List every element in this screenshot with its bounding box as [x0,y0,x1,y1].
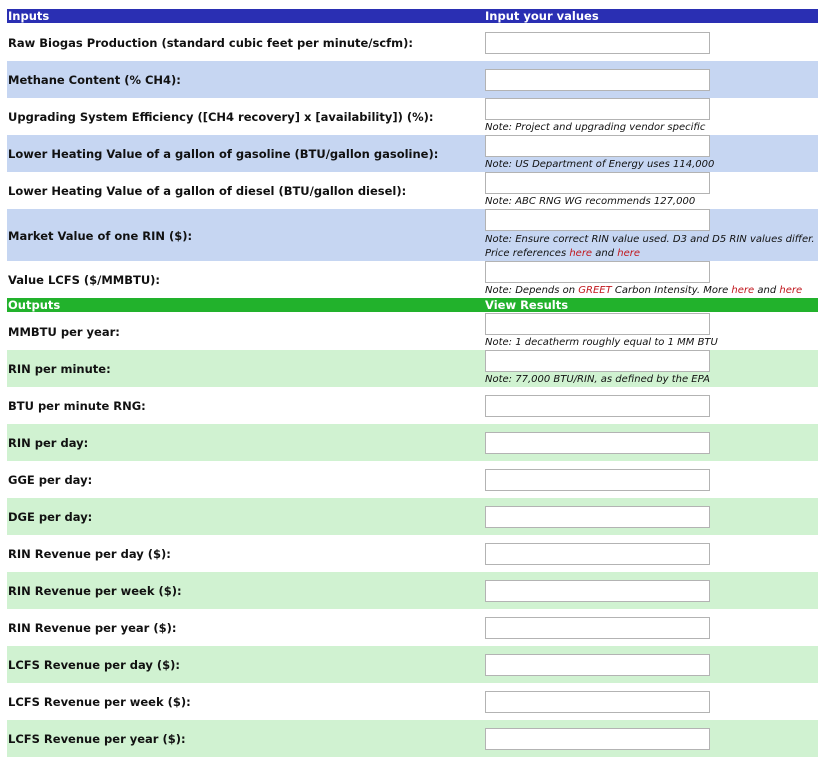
methane-content-input[interactable] [485,69,710,91]
output-row-rin-per-day [7,424,818,461]
input-label: Lower Heating Value of a gallon of gasoline (BTU/gallon gasoline): [8,147,439,161]
lcfs-revenue-week-output[interactable] [485,691,710,713]
output-row-rin-revenue-year [7,609,818,646]
lcfs-note: Note: Depends on GREET Carbon Intensity. More here and here [485,285,803,296]
output-row-lcfs-revenue-year [7,720,818,757]
lhv-gasoline-input[interactable] [485,135,710,157]
input-note: Note: ABC RNG WG recommends 127,000 [485,196,696,207]
rin-revenue-day-output[interactable] [485,543,710,565]
input-label: Market Value of one RIN ($): [8,229,193,243]
output-label: LCFS Revenue per day ($): [8,658,180,672]
input-row-lhv-gasoline [7,135,818,172]
rin-per-day-output[interactable] [485,432,710,454]
output-row-dge-per-day [7,498,818,535]
output-label: RIN per day: [8,436,89,450]
input-label: Methane Content (% CH4): [8,73,181,87]
view-results-header-label: View Results [485,298,569,312]
greet-link[interactable]: GREET [578,285,612,296]
output-label: RIN per minute: [8,362,111,376]
outputs-header [7,298,818,312]
lcfs-reference-link-1[interactable]: here [731,285,755,296]
output-label: RIN Revenue per day ($): [8,547,171,561]
output-label: BTU per minute RNG: [8,399,146,413]
inputs-header [7,9,818,23]
output-row-mmbtu-per-year [7,312,818,350]
input-label: Lower Heating Value of a gallon of diesel (BTU/gallon diesel): [8,184,407,198]
output-label: GGE per day: [8,473,93,487]
rin-value-input[interactable] [485,209,710,231]
output-row-gge-per-day [7,461,818,498]
rin-per-minute-output[interactable] [485,350,710,372]
dge-per-day-output[interactable] [485,506,710,528]
output-row-rin-revenue-day [7,535,818,572]
lhv-diesel-input[interactable] [485,172,710,194]
gge-per-day-output[interactable] [485,469,710,491]
lcfs-revenue-year-output[interactable] [485,728,710,750]
output-label: LCFS Revenue per year ($): [8,732,186,746]
input-label: Raw Biogas Production (standard cubic feet per minute/scfm): [8,36,414,50]
rin-price-reference-link-1[interactable]: here [569,248,593,259]
output-row-btu-per-minute [7,387,818,424]
rin-revenue-week-output[interactable] [485,580,710,602]
input-label: Upgrading System Efficiency ([CH4 recovery] x [availability]) (%): [8,110,434,124]
input-row-methane-content [7,61,818,98]
lcfs-reference-link-2[interactable]: here [779,285,803,296]
output-label: LCFS Revenue per week ($): [8,695,191,709]
lcfs-value-input[interactable] [485,261,710,283]
input-label: Value LCFS ($/MMBTU): [8,273,161,287]
input-row-rin-value [7,209,818,261]
upgrading-efficiency-input[interactable] [485,98,710,120]
input-note: Note: US Department of Energy uses 114,000 [485,159,715,170]
output-note: Note: 1 decatherm roughly equal to 1 MM BTU [485,337,718,348]
output-note: Note: 77,000 BTU/RIN, as defined by the EPA [485,374,710,385]
lcfs-revenue-day-output[interactable] [485,654,710,676]
rin-price-reference-link-2[interactable]: here [617,248,641,259]
input-row-upgrading-efficiency [7,98,818,135]
input-row-lhv-diesel [7,172,818,209]
output-label: RIN Revenue per week ($): [8,584,182,598]
outputs-header-label: Outputs [8,298,61,312]
input-row-raw-biogas [7,24,818,61]
rin-revenue-year-output[interactable] [485,617,710,639]
output-label: MMBTU per year: [8,325,120,339]
input-note: Note: Ensure correct RIN value used. D3 and D5 RIN values differ. [485,234,815,245]
price-references-note: Price references here and here [485,248,641,259]
raw-biogas-input[interactable] [485,32,710,54]
output-row-rin-revenue-week [7,572,818,609]
input-row-lcfs-value [7,261,818,298]
output-row-lcfs-revenue-day [7,646,818,683]
mmbtu-per-year-output[interactable] [485,313,710,335]
input-note: Note: Project and upgrading vendor specific [485,122,706,133]
input-values-header-label: Input your values [485,9,599,23]
output-row-rin-per-minute [7,350,818,387]
output-row-lcfs-revenue-week [7,683,818,720]
inputs-header-label: Inputs [8,9,50,23]
btu-per-minute-output[interactable] [485,395,710,417]
output-label: DGE per day: [8,510,93,524]
output-label: RIN Revenue per year ($): [8,621,177,635]
